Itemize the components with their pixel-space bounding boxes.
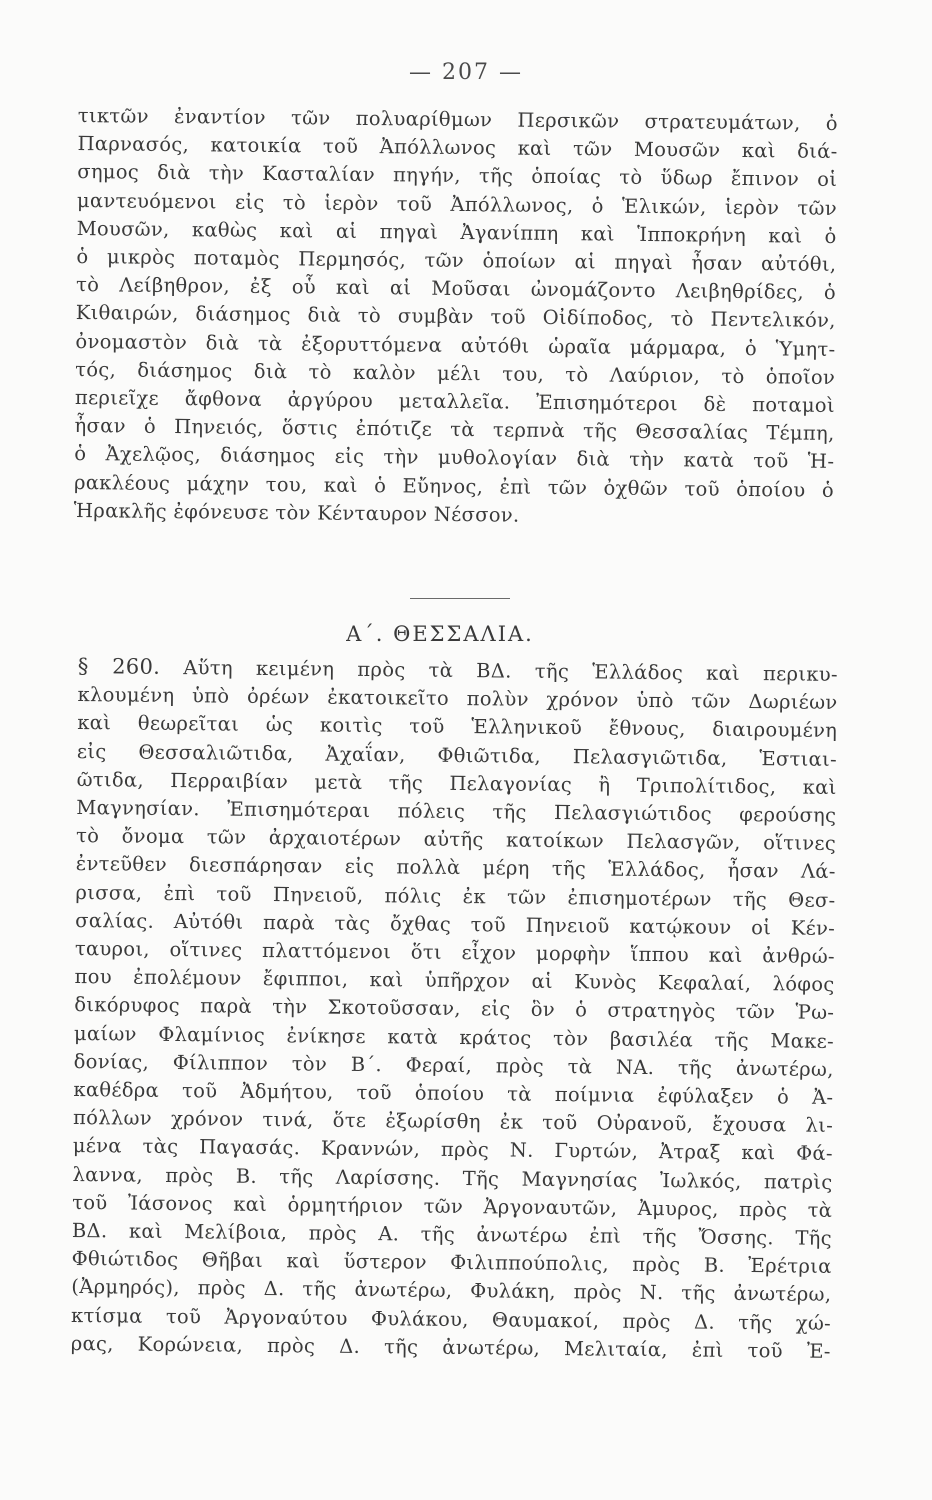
text-line: ρισσα, ἐπὶ τοῦ Πηνειοῦ, πόλις ἐκ τῶν ἐπισημοτέρων τῆς Θεσ-	[75, 880, 836, 912]
text-line: τικτῶν ἐναντίον τῶν πολυαρίθμων Περσικῶν στρατευμάτων, ὁ	[77, 103, 838, 135]
text-line: τὸ Λείβηθρον, ἐξ οὗ καὶ αἱ Μοῦσαι ὠνομάζοντο Λειβηθρίδες, ὁ	[75, 273, 837, 305]
text-line: ταυροι, οἵτινες πλαττόμενοι ὅτι εἶχον μορφὴν ἵππου καὶ ἀνθρώ-	[74, 937, 835, 968]
page-number: — 207 —	[409, 60, 523, 85]
paragraph-number: § 260.	[77, 653, 161, 679]
text-line: ῶτιδα, Περραιβίαν μετὰ τῆς Πελαγονίας ἢ Τριπολίτιδος, καὶ	[76, 767, 837, 799]
text-line: Φθιώτιδος Θῆβαι καὶ ὕστερον Φιλιππούπολις, πρὸς Β. Ἐρέτρια	[71, 1247, 832, 1279]
text-line: Μαγνησίαν. Ἐπισημότεραι πόλεις τῆς Πελασγιώτιδος φερούσης	[76, 796, 837, 827]
text-line: Κιθαιρών, διάσημος διὰ τὸ συμβὰν τοῦ Οἰδίποδος, τὸ Πεντελικόν,	[75, 301, 836, 333]
text-line: Μουσῶν, καθὼς καὶ αἱ πηγαὶ Ἀγανίππη καὶ Ἱπποκρήνη καὶ ὁ	[76, 216, 837, 248]
text-line: (Ἀρμηρός), πρὸς Δ. τῆς ἀνωτέρω, Φυλάκη, πρὸς Ν. τῆς ἀνωτέρω,	[71, 1275, 832, 1307]
text-line: Παρνασός, κατοικία τοῦ Ἀπόλλωνος καὶ τῶν Μουσῶν καὶ διά-	[77, 132, 838, 164]
text-line: καθέδρα τοῦ Ἀδμήτου, τοῦ ὁποίου τὰ ποίμνια ἐφύλαξεν ὁ Ἀ-	[73, 1078, 834, 1109]
section-divider	[410, 598, 510, 599]
text-line: Αὕτη κειμένη πρὸς τὰ ΒΔ. τῆς Ἑλλάδος καὶ περικυ-	[183, 656, 838, 686]
text-line: δονίας, Φίλιππον τὸν Β΄. Φεραί, πρὸς τὰ ΝΑ. τῆς ἀνωτέρω,	[73, 1049, 834, 1081]
text-line: τοῦ Ἰάσονος καὶ ὁρμητήριον τῶν Ἀργοναυτῶν, Ἀμυρος, πρὸς τὰ	[72, 1190, 833, 1222]
text-line: σαλίας. Αὐτόθι παρὰ τὰς ὄχθας τοῦ Πηνειοῦ κατῴκουν οἱ Κέν-	[75, 908, 836, 940]
text-line: κτίσμα τοῦ Ἀργοναύτου Φυλάκου, Θαυμακοί, πρὸς Δ. τῆς χώ-	[70, 1303, 832, 1335]
text-line: ρας, Κορώνεια, πρὸς Δ. τῆς ἀνωτέρω, Μελιταία, ἐπὶ τοῦ Ἐ-	[70, 1331, 831, 1363]
text-line: πόλλων χρόνον τινά, ὅτε ἐξωρίσθη ἐκ τοῦ Οὐρανοῦ, ἔχουσα λι-	[73, 1106, 834, 1138]
text-line: ἐντεῦθεν διεσπάρησαν εἰς πολλὰ μέρη τῆς Ἑλλάδος, ἦσαν Λά-	[75, 852, 836, 884]
text-line: κλουμένη ὑπὸ ὀρέων ἐκατοικεῖτο πολὺν χρόνον ὑπὸ τῶν Δωριέων	[77, 683, 838, 715]
text-line: μαντευόμενοι εἰς τὸ ἱερὸν τοῦ Ἀπόλλωνος, ὁ Ἑλικών, ἱερὸν τῶν	[76, 188, 838, 220]
text-line: τὸ ὄνομα τῶν ἀρχαιοτέρων αὐτῆς κατοίκων Πελασγῶν, οἵτινες	[75, 824, 837, 856]
text-line: ρακλέους μάχην του, καὶ ὁ Εὔηνος, ἐπὶ τῶν ὀχθῶν τοῦ ὁποίου ὁ	[73, 470, 835, 502]
text-line: λαννα, πρὸς Β. τῆς Λαρίσσης. Τῆς Μαγνησίας Ἰωλκός, πατρὶς	[72, 1162, 833, 1194]
text-line: εἰς Θεσσαλιῶτιδα, Ἀχαΐαν, Φθιῶτιδα, Πελασγιῶτιδα, Ἑστιαι-	[76, 739, 838, 771]
section-paragraph	[71, 652, 838, 1366]
text-line: καὶ θεωρεῖται ὡς κοιτὶς τοῦ Ἑλληνικοῦ ἔθνους, διαιρουμένη	[77, 711, 838, 743]
text-line: ἦσαν ὁ Πηνειός, ὅστις ἐπότιζε τὰ τερπνὰ τῆς Θεσσαλίας Τέμπη,	[74, 414, 835, 446]
text-line: που ἐπολέμουν ἔφιπποι, καὶ ὑπῆρχον αἱ Κυνὸς Κεφαλαί, λόφος	[74, 965, 835, 997]
section-heading: Α΄. ΘΕΣΣΑΛΙΑ.	[346, 622, 534, 646]
text-line: ὁ Ἀχελῷος, διάσημος εἰς τὴν μυθολογίαν διὰ τὴν κατὰ τοῦ Ἡ-	[74, 442, 835, 474]
text-line: μαίων Φλαμίνιος ἐνίκησε κατὰ κράτος τὸν βασιλέα τῆς Μακε-	[73, 1021, 835, 1053]
text-line: ὀνομαστὸν διὰ τὰ ἐξορυττόμενα αὐτόθι ὡραῖα μάρμαρα, ὁ Ὑμητ-	[75, 329, 836, 361]
text-line: Ἡρακλῆς ἐφόνευσε τὸν Κένταυρον Νέσσον.	[73, 498, 520, 527]
text-line: μένα τὰς Παγασάς. Κραννών, πρὸς Ν. Γυρτών, Ἀτραξ καὶ Φά-	[72, 1134, 833, 1166]
text-line: ΒΔ. καὶ Μελίβοια, πρὸς Α. τῆς ἀνωτέρω ἐπὶ τῆς Ὄσσης. Τῆς	[71, 1219, 833, 1250]
text-line: τός, διάσημος διὰ τὸ καλὸν μέλι του, τὸ Λαύριον, τὸ ὁποῖον	[75, 357, 836, 389]
text-line: σημος διὰ τὴν Κασταλίαν πηγήν, τῆς ὁποίας τὸ ὕδωρ ἔπινον οἱ	[77, 160, 838, 192]
continuation-paragraph	[74, 102, 838, 533]
text-line: περιεῖχε ἄφθονα ἀργύρου μεταλλεῖα. Ἐπισημότεροι δὲ ποταμοὶ	[74, 386, 835, 417]
text-line: ὁ μικρὸς ποταμὸς Περμησός, τῶν ὁποίων αἱ πηγαὶ ἦσαν αὐτόθι,	[76, 245, 837, 276]
text-line: δικόρυφος παρὰ τὴν Σκοτοῦσσαν, εἰς ὃν ὁ στρατηγὸς τῶν Ῥω-	[74, 993, 835, 1025]
